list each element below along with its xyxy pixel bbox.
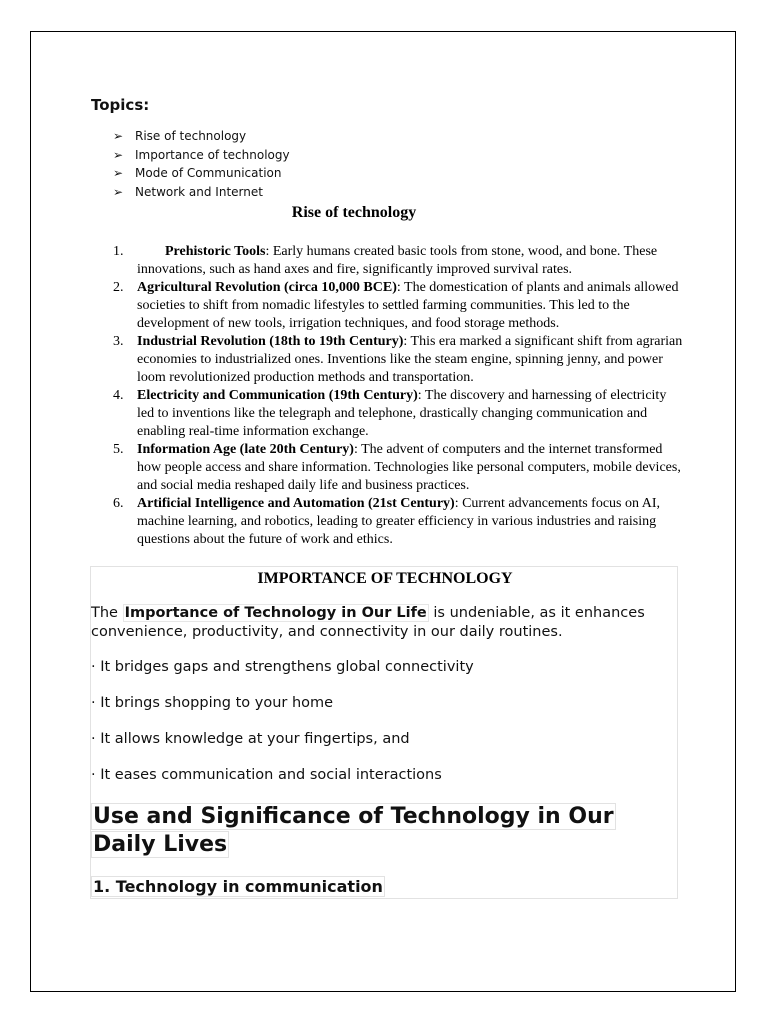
- para-suffix: is undeniable, as it enhances convenience, productivity, and connectivity in our daily routines.: [91, 605, 645, 640]
- list-item: [113, 146, 290, 165]
- list-item-text: [137, 334, 682, 385]
- topic-label: Mode of Communication: [135, 166, 282, 181]
- importance-title: IMPORTANCE OF TECHNOLOGY: [257, 570, 513, 587]
- list-item-bold: Artificial Intelligence and Automation (21st Century): [137, 496, 455, 511]
- topics-list: [113, 127, 290, 202]
- arrow-bullet-icon: ➢: [113, 147, 124, 162]
- importance-bullet: · It eases communication and social interactions: [91, 767, 442, 783]
- list-item-text: [137, 442, 681, 493]
- list-item: [113, 387, 683, 441]
- para-prefix: The: [91, 605, 123, 621]
- list-number: 5.: [113, 442, 124, 457]
- list-item: [113, 164, 290, 183]
- technology-communication-heading: [91, 877, 385, 896]
- list-item: [113, 441, 683, 495]
- list-item: [113, 183, 290, 202]
- list-number: 3.: [113, 334, 124, 349]
- list-item: [113, 495, 683, 549]
- list-number: 4.: [113, 388, 124, 403]
- list-item-text: [137, 280, 679, 331]
- arrow-bullet-icon: ➢: [113, 166, 124, 181]
- heading-line-2: Daily Lives: [93, 832, 228, 857]
- topic-label: Importance of technology: [135, 147, 290, 162]
- use-significance-heading: [91, 803, 616, 859]
- importance-bullet: · It bridges gaps and strengthens global connectivity: [91, 659, 474, 675]
- list-item-body: : This era marked a significant shift from agrarian economies to industrialized ones. Inventions like the steam engine, spinning jenny, and power loom revolutionized production methods and transportation.: [137, 334, 683, 385]
- list-item: [113, 333, 683, 387]
- list-item-bold: Industrial Revolution (18th to 19th Century): [137, 334, 404, 349]
- list-item-text: [137, 244, 657, 277]
- heading-line-1: Use and Significance of Technology in Our: [93, 804, 614, 829]
- topic-label: Network and Internet: [135, 185, 263, 200]
- rise-ordered-list: [113, 243, 683, 549]
- list-item: [113, 279, 683, 333]
- list-item-bold: Electricity and Communication (19th Century): [137, 388, 418, 403]
- list-number: 2.: [113, 280, 124, 295]
- list-item-bold: Information Age (late 20th Century): [137, 442, 354, 457]
- list-item: [113, 127, 290, 146]
- importance-paragraph: [91, 604, 677, 642]
- arrow-bullet-icon: ➢: [113, 129, 124, 143]
- rise-section-title: Rise of technology: [291, 204, 417, 221]
- list-item-body: : The advent of computers and the internet transformed how people access and share information. Technologies like personal computers, mobile devices, and social media reshaped daily life and business practices.: [137, 442, 681, 493]
- list-item: [113, 243, 683, 279]
- topic-label: Rise of technology: [135, 129, 247, 143]
- list-item-text: [137, 496, 660, 547]
- importance-highlight: Importance of Technology in Our Life: [124, 605, 427, 621]
- list-item-body: : Early humans created basic tools from stone, wood, and bone. These innovations, such as hand axes and fire, significantly improved survival rates.: [137, 244, 658, 277]
- importance-bullet: · It brings shopping to your home: [91, 695, 334, 711]
- list-item-bold: Agricultural Revolution (circa 10,000 BCE): [137, 280, 397, 295]
- list-item-text: [137, 388, 666, 439]
- importance-section: [90, 566, 678, 899]
- list-item-body: : The domestication of plants and animals allowed societies to shift from nomadic lifestyles to settled farming communities. This led to the development of new tools, irrigation techniques, and food storage methods.: [137, 280, 679, 331]
- list-number: 6.: [113, 496, 124, 511]
- list-item-body: : The discovery and harnessing of electricity led to inventions like the telegraph and telephone, drastically changing communication and enabling real-time information exchange.: [137, 388, 667, 439]
- list-item-bold: Prehistoric Tools: [165, 244, 266, 259]
- list-item-body: : Current advancements focus on AI, machine learning, and robotics, leading to greater efficiency in various industries and raising questions about the future of work and ethics.: [137, 496, 660, 547]
- importance-bullet: · It allows knowledge at your fingertips, and: [91, 731, 410, 747]
- subheading-text: 1. Technology in communication: [93, 877, 383, 896]
- topics-heading: Topics:: [91, 96, 150, 114]
- arrow-bullet-icon: ➢: [113, 185, 124, 200]
- list-number: 1.: [113, 244, 124, 259]
- document-page: [30, 31, 736, 992]
